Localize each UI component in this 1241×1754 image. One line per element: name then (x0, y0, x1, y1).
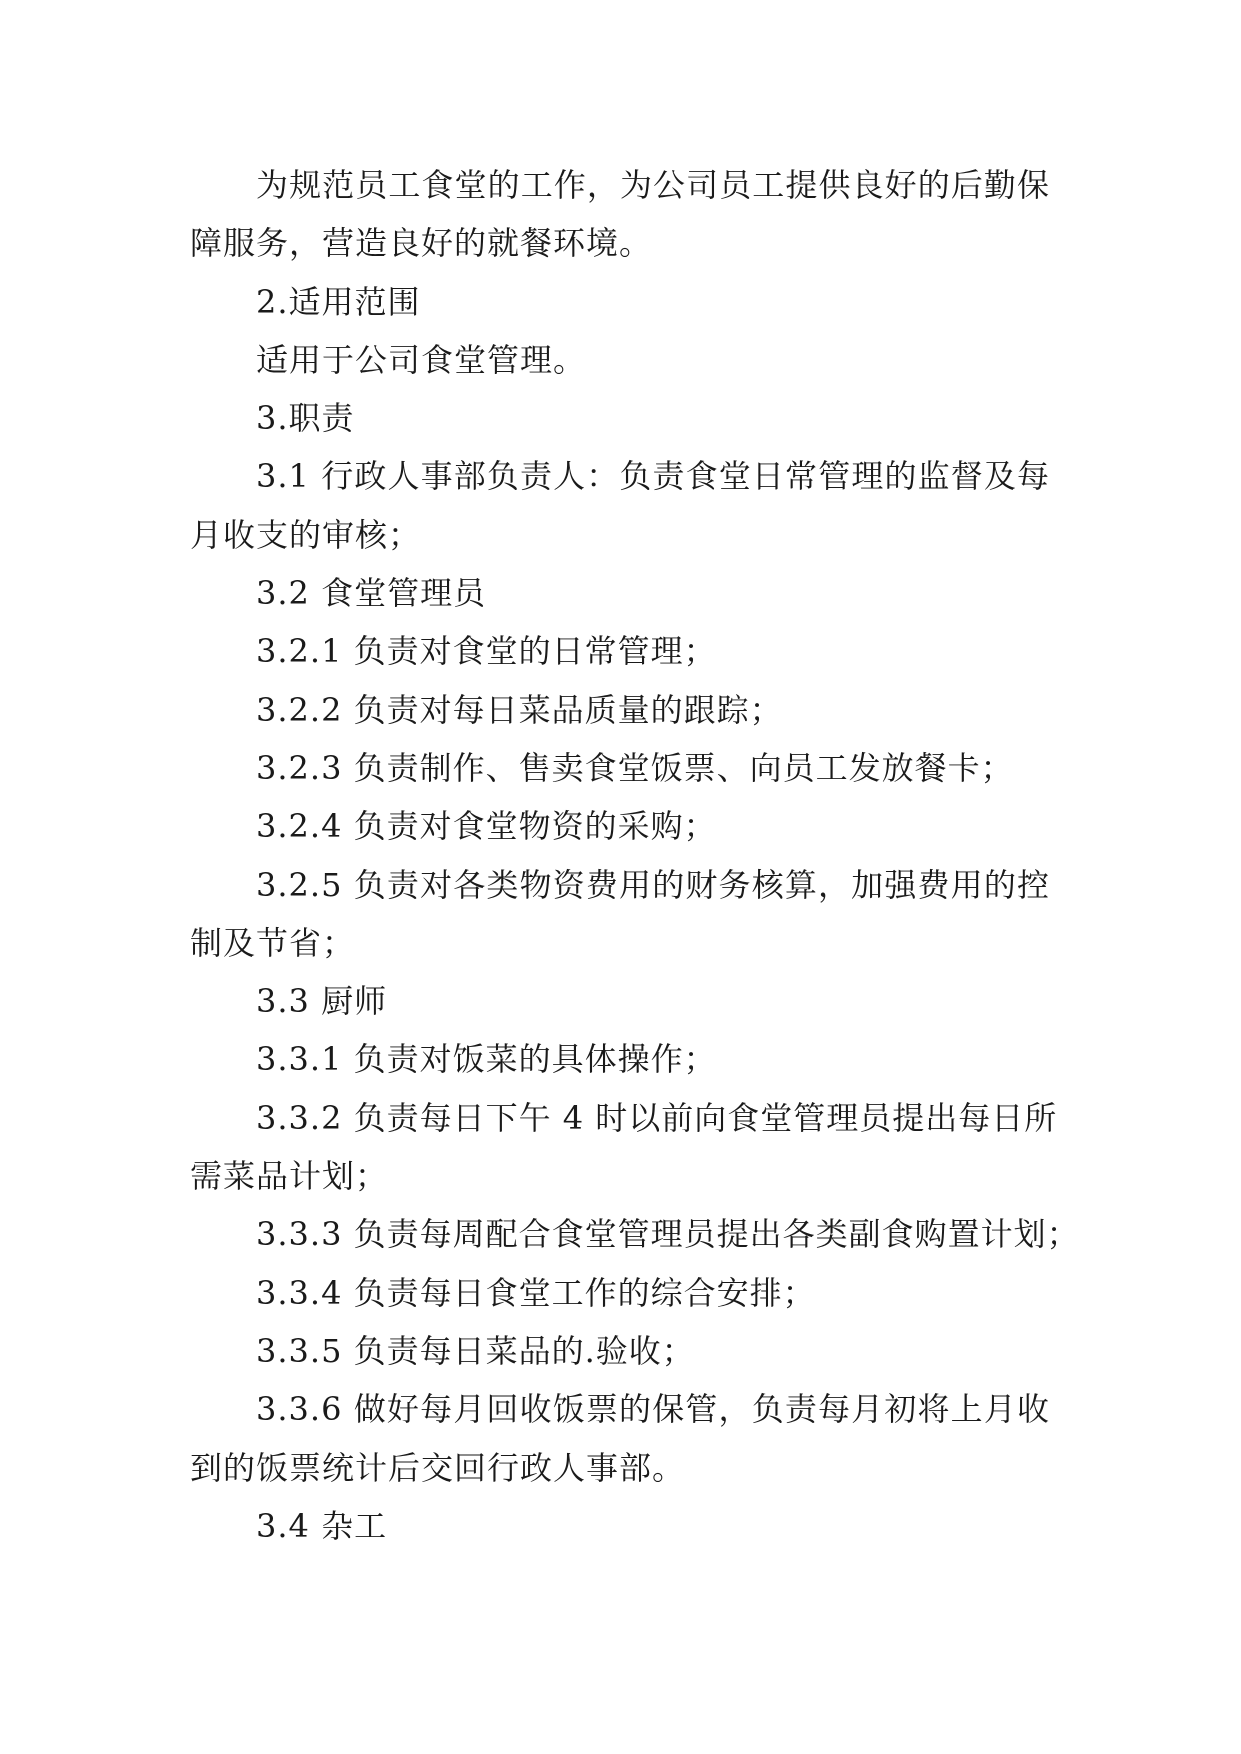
paragraph-line: 3.3.1 负责对饭菜的具体操作； (256, 1040, 717, 1079)
paragraph-line: 3.2.1 负责对食堂的日常管理； (256, 632, 717, 671)
paragraph-line: 3.2.4 负责对食堂物资的采购； (256, 807, 717, 846)
heading-line: 3.职责 (256, 399, 355, 438)
paragraph-line: 3.3.2 负责每日下午 4 时以前向食堂管理员提出每日所 (256, 1098, 1058, 1137)
item-3-4-heading (190, 1497, 1050, 1555)
paragraph-line: 制及节省； (190, 923, 356, 962)
item-3-3-1 (190, 1030, 1050, 1088)
scope-heading (190, 273, 1050, 331)
item-3-2-1 (190, 622, 1050, 680)
document-body (190, 156, 1080, 1555)
item-3-3-5 (190, 1322, 1050, 1380)
paragraph-line: 3.2.5 负责对各类物资费用的财务核算，加强费用的控 (256, 865, 1050, 904)
item-3-2-2 (190, 681, 1050, 739)
paragraph-line: 月收支的审核； (190, 515, 422, 554)
paragraph-line: 到的饭票统计后交回行政人事部。 (190, 1448, 686, 1487)
paragraph-line: 适用于公司食堂管理。 (256, 340, 587, 379)
scope-paragraph (190, 331, 1050, 389)
paragraph-line: 3.3.5 负责每日菜品的.验收； (256, 1331, 695, 1370)
paragraph-line: 需菜品计划； (190, 1157, 389, 1196)
heading-line: 3.4 杂工 (256, 1506, 388, 1545)
paragraph-line: 3.3.3 负责每周配合食堂管理员提出各类副食购置计划； (256, 1215, 1080, 1254)
intro-paragraph (190, 156, 1050, 273)
paragraph-line: 为规范员工食堂的工作，为公司员工提供良好的后勤保 (256, 166, 1050, 204)
paragraph-line: 3.3.6 做好每月回收饭票的保管，负责每月初将上月收 (256, 1390, 1050, 1429)
item-3-1 (190, 447, 1050, 564)
item-3-3-heading (190, 972, 1050, 1030)
item-3-3-6 (190, 1380, 1050, 1497)
item-3-3-3 (190, 1205, 1080, 1263)
paragraph-line: 3.3.4 负责每日食堂工作的综合安排； (256, 1273, 816, 1312)
item-3-2-heading (190, 564, 1050, 622)
heading-line: 2.适用范围 (256, 282, 421, 321)
item-3-2-4 (190, 797, 1050, 855)
heading-line: 3.2 食堂管理员 (256, 574, 487, 613)
item-3-3-4 (190, 1264, 1050, 1322)
responsibilities-heading (190, 389, 1050, 447)
item-3-2-5 (190, 856, 1050, 973)
item-3-3-2 (190, 1089, 1058, 1206)
paragraph-line: 3.2.2 负责对每日菜品质量的跟踪； (256, 690, 783, 729)
paragraph-line: 障服务，营造良好的就餐环境。 (190, 224, 653, 263)
paragraph-line: 3.2.3 负责制作、售卖食堂饭票、向员工发放餐卡； (256, 748, 1014, 787)
paragraph-line: 3.1 行政人事部负责人：负责食堂日常管理的监督及每 (256, 457, 1050, 496)
heading-line: 3.3 厨师 (256, 982, 388, 1021)
item-3-2-3 (190, 739, 1050, 797)
